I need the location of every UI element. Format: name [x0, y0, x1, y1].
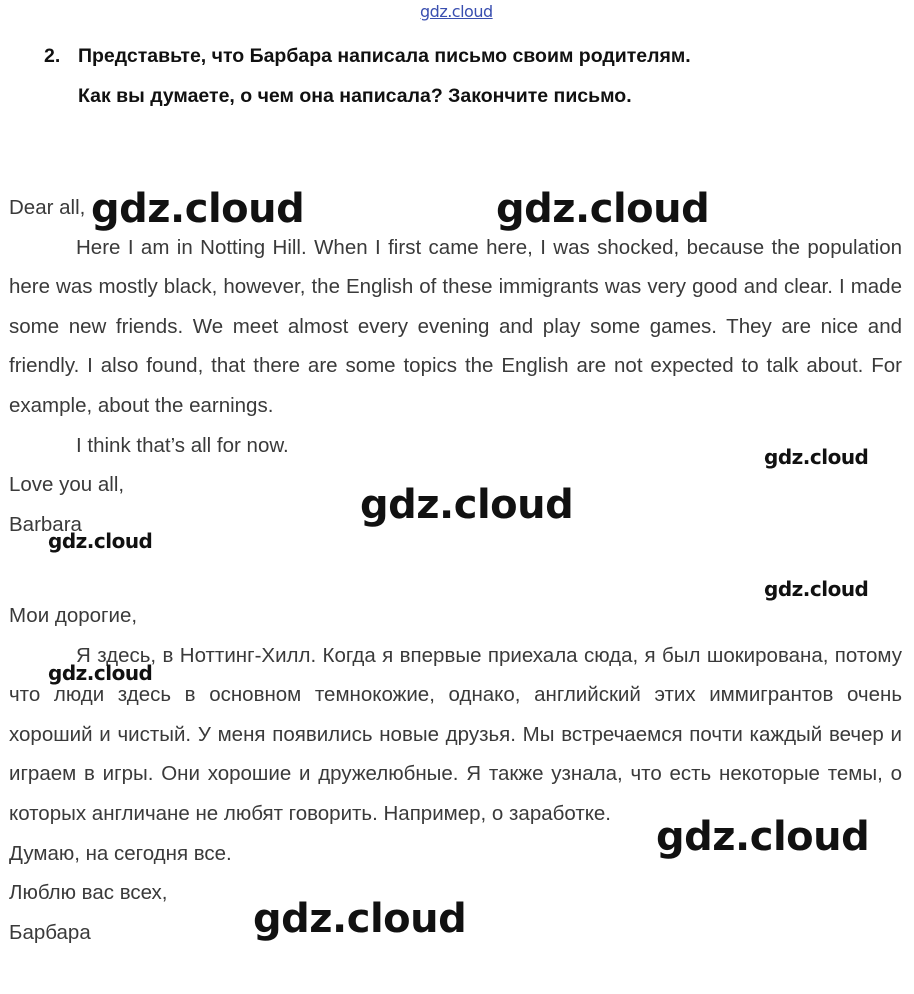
watermark: gdz.cloud [496, 186, 710, 232]
greeting-ru: Мои дорогие, [9, 604, 138, 627]
closing-line-ru: Думаю, на сегодня все. [9, 841, 232, 865]
task-line-1: Представьте, что Барбара написала письмо своим родителям. [78, 45, 691, 67]
watermark: gdz.cloud [48, 661, 153, 685]
task-number: 2. [44, 45, 61, 67]
task-heading [44, 36, 691, 116]
watermark-top: gdz.cloud [420, 2, 493, 21]
watermark: gdz.cloud [360, 482, 574, 528]
watermark: gdz.cloud [48, 529, 153, 553]
closing-line-en: I think that’s all for now. [76, 433, 289, 457]
watermark: gdz.cloud [253, 896, 467, 942]
watermark: gdz.cloud [656, 814, 870, 860]
paragraph-en: Here I am in Notting Hill. When I first came here, I was shocked, because the population here was mostly black, however, the English of these immigrants was very good and clear. I made some new friends. We meet almost every evening and play some games. They are nice and friendly. I also found, that there are some topics the English are not expected to talk about. For example, about the earnings. [9, 235, 902, 417]
signature-en: Barbara [9, 512, 82, 536]
task-line-2: Как вы думаете, о чем она написала? Закончите письмо. [78, 85, 632, 107]
paragraph-ru: Я здесь, в Ноттинг-Хилл. Когда я впервые приехала сюда, я был шокирована, потому что люди здесь в основном темнокожие, однако, английский этих иммигрантов очень хороший и чистый. У меня появились новые друзья. Мы встречаемся почти каждый вечер и играем в игры. Они хорошие и дружелюбные. Я также узнала, что есть некоторые темы, о которых англичане не любят говорить. Например, о заработке. [9, 643, 902, 825]
watermark: gdz.cloud [764, 577, 869, 601]
signature-ru: Барбара [9, 920, 91, 944]
signoff-ru: Люблю вас всех, [9, 881, 168, 905]
greeting-en: Dear all, [9, 196, 86, 219]
watermark: gdz.cloud [764, 445, 869, 469]
signoff-en: Love you all, [9, 473, 125, 497]
watermark: gdz.cloud [91, 186, 305, 232]
